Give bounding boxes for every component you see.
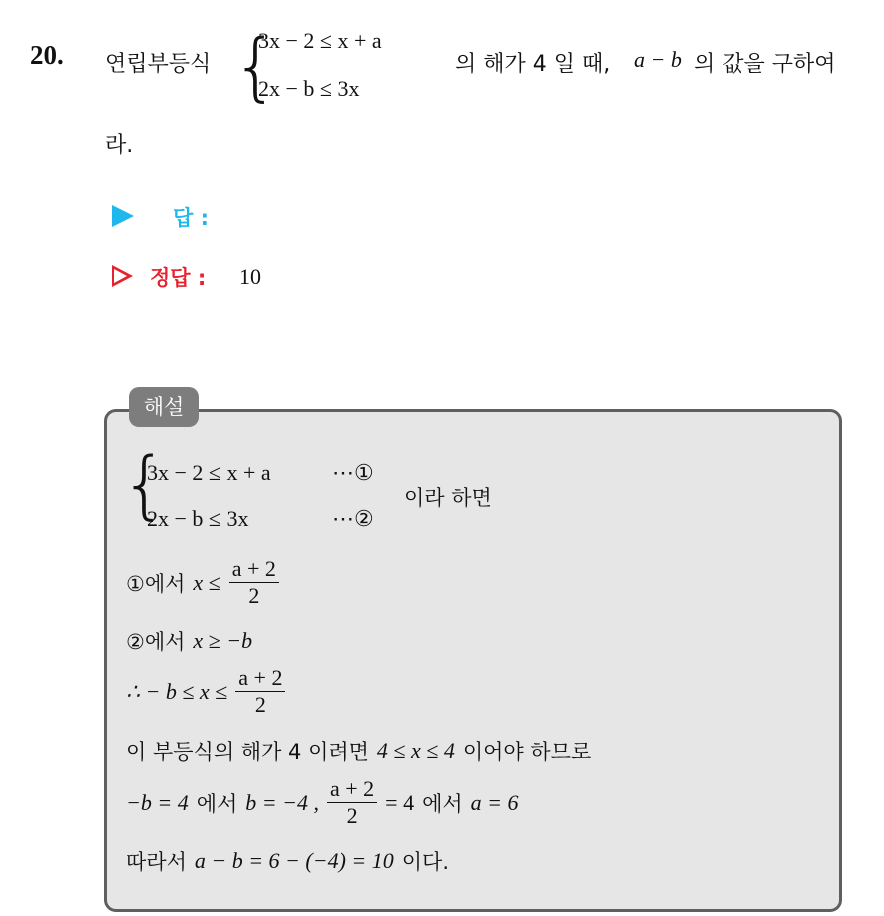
- explanation-system-suffix: 이라 하면: [404, 486, 492, 510]
- system-brace: {: [232, 24, 280, 110]
- explanation-mark-1: ⋯①: [332, 460, 374, 485]
- correct-answer-outline-play-icon: [112, 265, 133, 287]
- explanation-line-2: ②에서 x ≥ −b: [126, 628, 253, 654]
- explanation-tag: 해설: [129, 387, 199, 427]
- explanation-line-3: ∴ − b ≤ x ≤ $\frac{a + 2}{2}$: [126, 665, 285, 718]
- system-line-1: 3x − 2 ≤ x + a: [258, 28, 382, 53]
- explanation-system-brace: {: [121, 442, 169, 528]
- fraction: $\frac{a + 2}{2}$: [327, 776, 377, 829]
- fraction: $\frac{a + 2}{2}$: [235, 665, 285, 718]
- fraction: $\frac{a + 2}{2}$: [229, 556, 279, 609]
- explanation-system-line-1: 3x − 2 ≤ x + a: [147, 460, 271, 485]
- explanation-line-4: 이 부등식의 해가 4 이려면 4 ≤ x ≤ 4 이어야 하므로: [126, 738, 592, 764]
- problem-a-minus-b: a − b: [634, 47, 682, 72]
- problem-suffix-1: 의 해가 4 일 때,: [455, 52, 611, 77]
- explanation-mark-2: ⋯②: [332, 506, 374, 531]
- explanation-line-5: −b = 4 에서 b = −4 , $\frac{a + 2}{2}$ = 4 에서 a = 6: [126, 776, 519, 828]
- correct-answer-value: 10: [239, 264, 261, 289]
- problem-number: 20.: [30, 40, 64, 70]
- answer-play-icon: [112, 205, 134, 227]
- explanation-line-1: ①에서 x ≤ $\frac{a + 2}{2}$: [126, 556, 279, 609]
- answer-label: 답 :: [173, 206, 209, 230]
- correct-answer-label: 정답 :: [150, 266, 207, 290]
- explanation-system-line-2: 2x − b ≤ 3x: [147, 506, 249, 531]
- system-line-2: 2x − b ≤ 3x: [258, 76, 360, 101]
- explanation-line-6: 따라서 a − b = 6 − (−4) = 10 이다.: [126, 848, 449, 874]
- problem-continuation: 라.: [105, 133, 134, 158]
- problem-suffix-2: 의 값을 구하여: [694, 52, 836, 77]
- problem-prefix: 연립부등식: [105, 52, 212, 77]
